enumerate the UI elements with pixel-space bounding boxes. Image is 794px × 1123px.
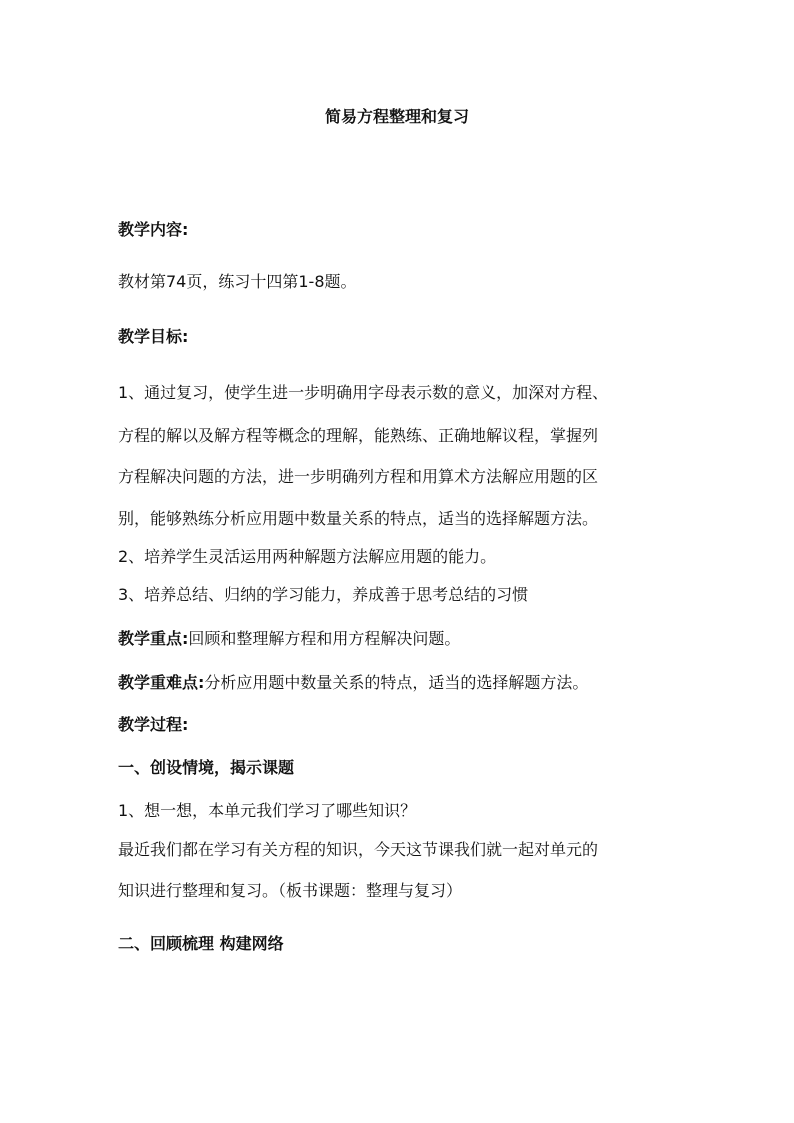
goal-line: 方程解决问题的方法，进一步明确列方程和用算术方法解应用题的区 [118, 467, 599, 486]
document-title: 简易方程整理和复习 [324, 107, 469, 126]
difficult-points-text: 分析应用题中数量关系的特点，适当的选择解题方法。 [204, 673, 589, 692]
difficult-points-label: 教学重难点: [118, 673, 205, 692]
content-heading: 教学内容: [118, 220, 189, 239]
difficult-points [118, 673, 698, 693]
goal-line: 2、培养学生灵活运用两种解题方法解应用题的能力。 [118, 547, 497, 566]
process-heading: 教学过程: [118, 715, 189, 734]
key-points [118, 629, 698, 649]
goal-line: 别，能够熟练分析应用题中数量关系的特点，适当的选择解题方法。 [118, 509, 599, 528]
goal-line: 方程的解以及解方程等概念的理解，能熟练、正确地解议程，掌握列 [118, 426, 599, 445]
section1-heading: 一、创设情境，揭示课题 [118, 758, 295, 777]
content-text: 教材第74页，练习十四第1-8题。 [118, 272, 357, 291]
goal-line: 1、通过复习，使学生进一步明确用字母表示数的意义，加深对方程、 [118, 383, 609, 402]
section1-line: 1、想一想，本单元我们学习了哪些知识？ [118, 801, 417, 820]
key-points-text: 回顾和整理解方程和用方程解决问题。 [188, 629, 461, 648]
goal-line: 3、培养总结、归纳的学习能力，养成善于思考总结的习惯 [118, 585, 529, 604]
key-points-label: 教学重点: [118, 629, 189, 648]
goals-heading: 教学目标: [118, 327, 189, 346]
section1-line: 最近我们都在学习有关方程的知识，今天这节课我们就一起对单元的 [118, 840, 599, 859]
section1-line: 知识进行整理和复习。（板书课题：整理与复习） [118, 881, 463, 900]
section2-heading: 二、回顾梳理 构建网络 [118, 934, 284, 953]
